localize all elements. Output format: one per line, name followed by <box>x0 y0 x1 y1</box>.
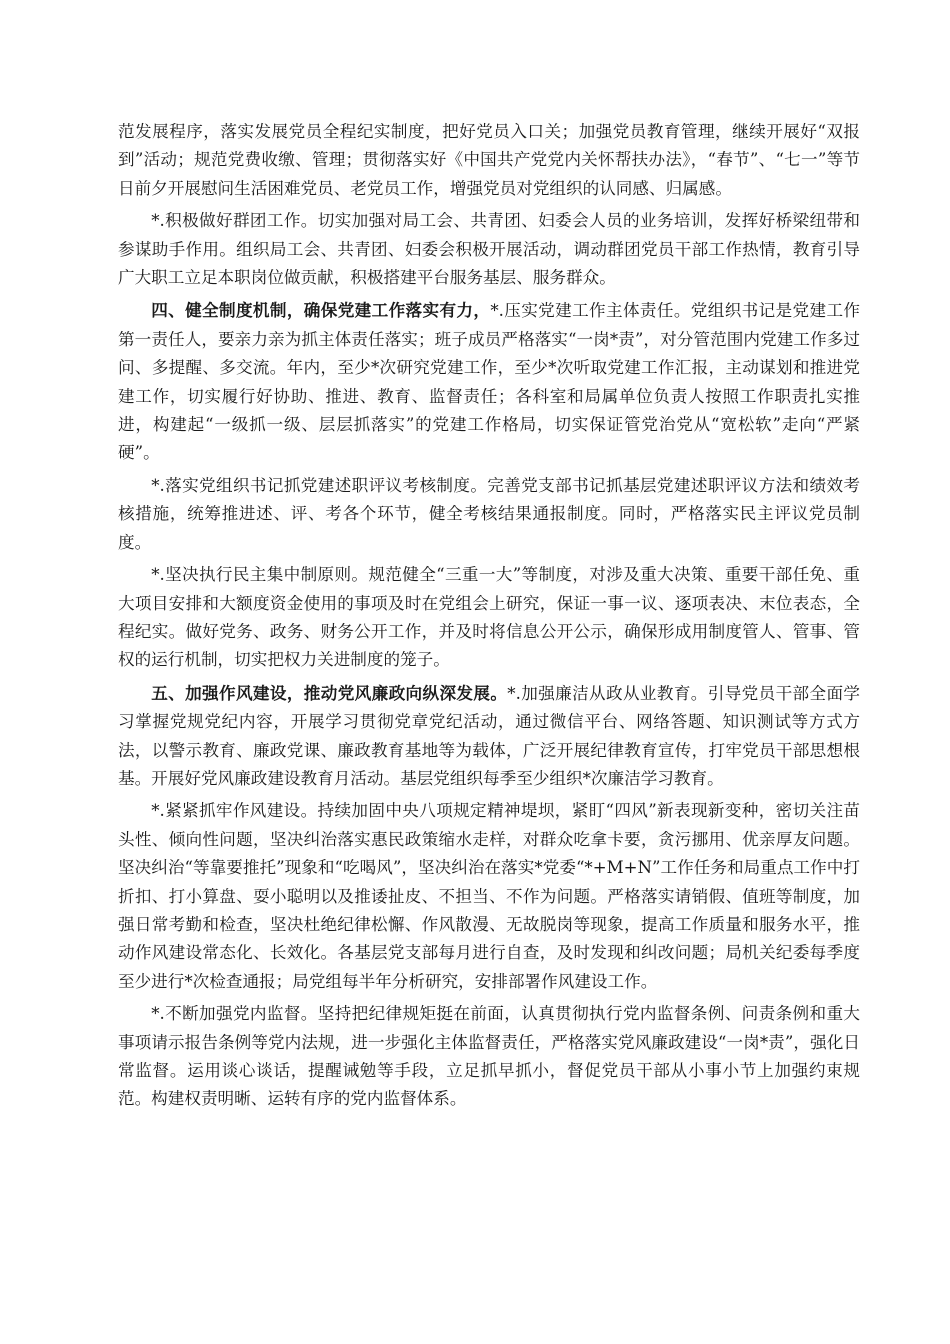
paragraph-text: *.不断加强党内监督。坚持把纪律规矩挺在前面，认真贯彻执行党内监督条例、问责条例和重大事项请示报告条例等党内法规，进一步强化主体监督责任，严格落实党风廉政建设“一岗*责”，强化日常监督。运用谈心谈话，提醒诫勉等手段，立足抓早抓小，督促党员干部从小事小节上加强约束规范。构建权责明晰、运转有序的党内监督体系。 <box>118 1004 860 1109</box>
paragraph-section-four <box>118 296 860 467</box>
paragraph-democratic-centralism <box>118 561 860 675</box>
paragraph-text: *.坚决执行民主集中制原则。规范健全“三重一大”等制度，对涉及重大决策、重要干部任免、重大项目安排和大额度资金使用的事项及时在党组会上研究，保证一事一议、逐项表决、末位表态，全程纪实。做好党务、政务、财务公开工作，并及时将信息公开公示，确保形成用制度管人、管事、管权的运行机制，切实把权力关进制度的笼子。 <box>118 565 860 670</box>
paragraph-text: *.落实党组织书记抓党建述职评议考核制度。完善党支部书记抓基层党建述职评议方法和绩效考核措施，统筹推进述、评、考各个环节，健全考核结果通报制度。同时，严格落实民主评议党员制度。 <box>118 475 860 552</box>
section-heading: 四、健全制度机制，确保党建工作落实有力， <box>151 300 491 321</box>
paragraph-group-work <box>118 207 860 292</box>
paragraph-continued <box>118 118 860 203</box>
paragraph-text: *.积极做好群团工作。切实加强对局工会、共青团、妇委会人员的业务培训，发挥好桥梁纽带和参谋助手作用。组织局工会、共青团、妇委会积极开展活动，调动群团党员干部工作热情，教育引导广大职工立足本职岗位做贡献，积极搭建平台服务基层、服务群众。 <box>118 211 860 288</box>
paragraph-text: *.压实党建工作主体责任。党组织书记是党建工作第一责任人，要亲力亲为抓主体责任落实；班子成员严格落实“一岗*责”，对分管范围内党建工作多过问、多提醒、多交流。年内，至少*次研究党建工作，至少*次听取党建工作汇报，主动谋划和推进党建工作，切实履行好协助、推进、教育、监督责任；各科室和局属单位负责人按照工作职责扎实推进，构建起“一级抓一级、层层抓落实”的党建工作格局，切实保证管党治党从“宽松软”走向“严紧硬”。 <box>118 301 860 463</box>
paragraph-assessment <box>118 472 860 557</box>
paragraph-text: 范发展程序，落实发展党员全程纪实制度，把好党员入口关；加强党员教育管理，继续开展好“双报到”活动；规范党费收缴、管理；贯彻落实好《中国共产党党内关怀帮扶办法》，“春节”、“七一”等节日前夕开展慰问生活困难党员、老党员工作，增强党员对党组织的认同感、归属感。 <box>118 122 860 198</box>
section-heading: 五、加强作风建设，推动党风廉政向纵深发展。 <box>151 682 508 703</box>
paragraph-work-style <box>118 797 860 996</box>
paragraph-text: *.加强廉洁从政从业教育。引导党员干部全面学习掌握党规党纪内容，开展学习贯彻党章党纪活动，通过微信平台、网络答题、知识测试等方式方法，以警示教育、廉政党课、廉政教育基地等为载体，广泛开展纪律教育宣传，打牢党员干部思想根基。开展好党风廉政建设教育月活动。基层党组织每季至少组织*次廉洁学习教育。 <box>118 683 861 788</box>
document-page <box>118 118 860 1118</box>
paragraph-supervision <box>118 1000 860 1114</box>
paragraph-text: *.紧紧抓牢作风建设。持续加固中央八项规定精神堤坝，紧盯“四风”新表现新变种，密切关注苗头性、倾向性问题，坚决纠治落实惠民政策缩水走样，对群众吃拿卡要，贪污挪用、优亲厚友问题。坚决纠治“等靠要推托”现象和“吃喝风”，坚决纠治在落实*党委“*+M+N”工作任务和局重点工作中打折扣、打小算盘、耍小聪明以及推诿扯皮、不担当、不作为问题。严格落实请销假、值班等制度，加强日常考勤和检查，坚决杜绝纪律松懈、作风散漫、无故脱岗等现象，提高工作质量和服务水平，推动作风建设常态化、长效化。各基层党支部每月进行自查，及时发现和纠改问题；局机关纪委每季度至少进行*次检查通报；局党组每半年分析研究，安排部署作风建设工作。 <box>118 801 860 991</box>
paragraph-section-five <box>118 679 860 794</box>
